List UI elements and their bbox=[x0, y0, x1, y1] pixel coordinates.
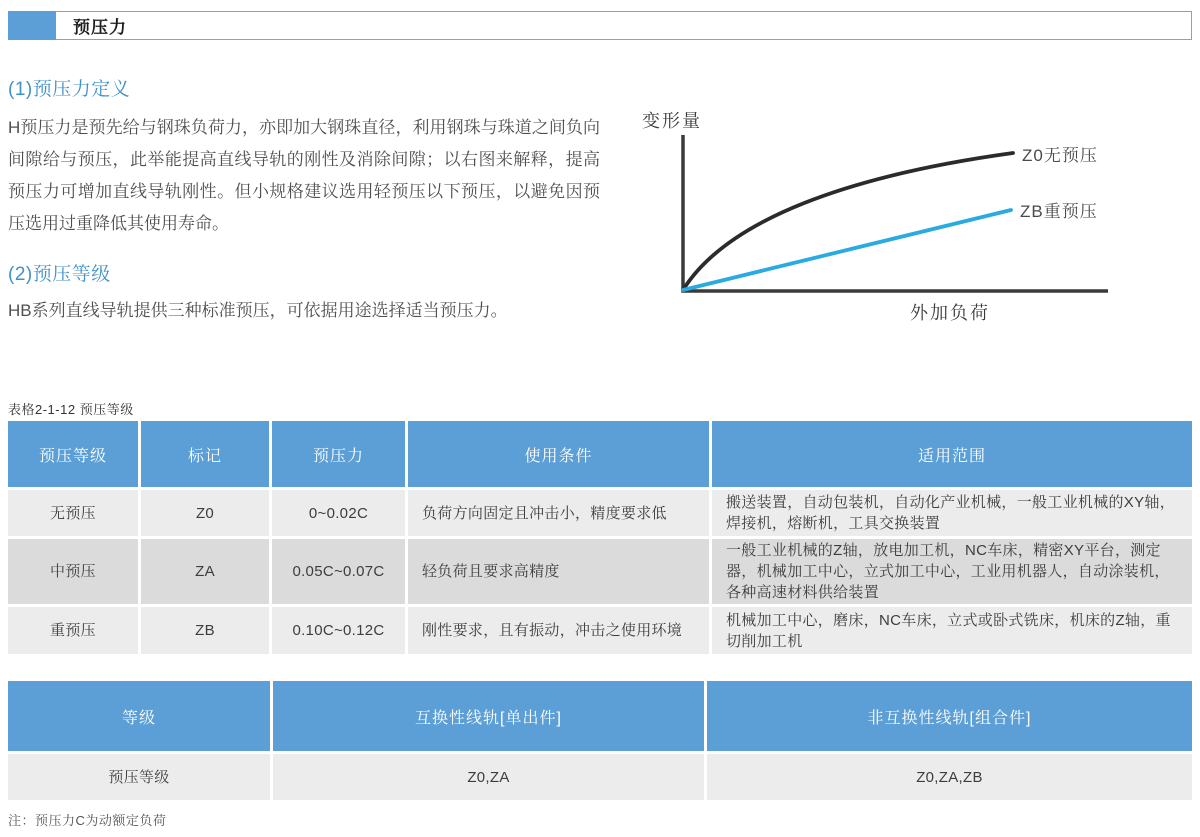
table-cell: 中预压 bbox=[8, 539, 138, 604]
table-cell: 搬送装置，自动包装机，自动化产业机械，一般工业机械的XY轴，焊接机，熔断机，工具交换装置 bbox=[712, 490, 1192, 536]
table-cell: 机械加工中心，磨床，NC车床，立式或卧式铣床，机床的Z轴，重切削加工机 bbox=[712, 607, 1192, 654]
table-cell: ZA bbox=[141, 539, 269, 604]
column-header: 预压力 bbox=[272, 421, 405, 487]
text-column bbox=[8, 70, 600, 327]
footnote: 注：预压力C为动额定负荷 bbox=[8, 813, 167, 828]
grades-paragraph: HB系列直线导轨提供三种标准预压，可依据用途选择适当预压力。 bbox=[8, 301, 508, 320]
table-cell: 重预压 bbox=[8, 607, 138, 654]
table-cell: ZB bbox=[141, 607, 269, 654]
table-cell: 0.10C~0.12C bbox=[272, 607, 405, 654]
column-header: 非互换性线轨[组合件] bbox=[707, 681, 1192, 751]
section-heading-grades: (2)预压等级 bbox=[8, 264, 111, 285]
chart-svg bbox=[628, 103, 1193, 338]
column-header: 互换性线轨[单出件] bbox=[273, 681, 704, 751]
table-cell: 0~0.02C bbox=[272, 490, 405, 536]
definition-paragraph: H预压力是预先给与钢珠负荷力，亦即加大钢珠直径，利用钢珠与珠道之间负向间隙给与预压，此举能提高直线导轨的刚性及消除间隙；以右图来解释，提高预压力可增加直线导轨刚性。但小规格建议选用轻预压以下预压，以避免因预压选用过重降低其使用寿命。 bbox=[8, 118, 600, 233]
table-cell: 预压等级 bbox=[8, 754, 270, 800]
column-header: 预压等级 bbox=[8, 421, 138, 487]
table-cell: 一般工业机械的Z轴，放电加工机，NC车床，精密XY平台，测定器，机械加工中心，立式加工中心，工业用机器人，自动涂装机，各种高速材料供给装置 bbox=[712, 539, 1192, 604]
interchangeability-table bbox=[8, 681, 1192, 800]
column-header: 使用条件 bbox=[408, 421, 709, 487]
x-axis-label: 外加负荷 bbox=[910, 303, 990, 323]
table-cell: Z0,ZA bbox=[273, 754, 704, 800]
column-header: 等级 bbox=[8, 681, 270, 751]
table-cell: Z0,ZA,ZB bbox=[707, 754, 1192, 800]
series-z0-label: Z0无预压 bbox=[1022, 146, 1098, 165]
table-cell: 0.05C~0.07C bbox=[272, 539, 405, 604]
table-cell: 刚性要求，且有振动，冲击之使用环境 bbox=[408, 607, 709, 654]
preload-grade-table bbox=[8, 421, 1192, 654]
column-header: 适用范围 bbox=[712, 421, 1192, 487]
column-header: 标记 bbox=[141, 421, 269, 487]
table-cell: 轻负荷且要求高精度 bbox=[408, 539, 709, 604]
header-accent-block bbox=[8, 11, 56, 40]
table-caption: 表格2-1-12 预压等级 bbox=[8, 402, 134, 417]
table-cell: 无预压 bbox=[8, 490, 138, 536]
page-header bbox=[8, 11, 1192, 40]
table-cell: 负荷方向固定且冲击小，精度要求低 bbox=[408, 490, 709, 536]
series-zb-line bbox=[683, 210, 1011, 290]
series-zb-label: ZB重预压 bbox=[1020, 202, 1098, 221]
page-title: 预压力 bbox=[73, 18, 127, 37]
y-axis-label: 变形量 bbox=[642, 111, 702, 131]
table-cell: Z0 bbox=[141, 490, 269, 536]
preload-deformation-chart bbox=[628, 103, 1193, 338]
section-heading-definition: (1)预压力定义 bbox=[8, 79, 131, 100]
